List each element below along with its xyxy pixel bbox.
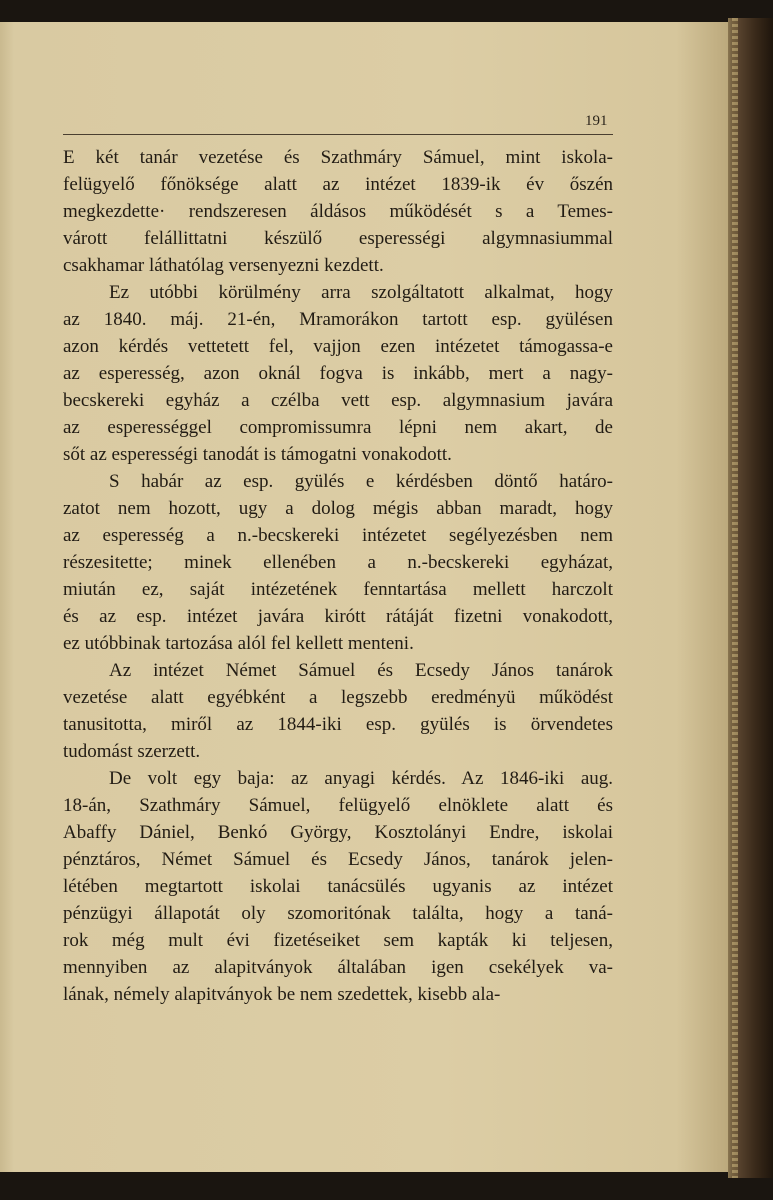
text-line: De volt egy baja: az anyagi kérdés. Az 1846-iki aug. [109,768,613,789]
text-line: 18-án, Szathmáry Sámuel, felügyelő elnöklete alatt és [63,795,613,816]
text-line: tudomást szerzett. [63,741,201,762]
text-line: zatot nem hozott, ugy a dolog mégis abban maradt, hogy [63,498,613,519]
body-text [63,144,613,1008]
paragraph [63,279,613,468]
text-line: pénzügyi állapotát oly szomoritónak találta, hogy a taná- [63,903,613,924]
page-number: 191 [585,113,608,129]
text-line: miután ez, saját intézetének fenntartása mellett harczolt [63,579,613,600]
text-line: felügyelő főnöksége alatt az intézet 1839-ik év őszén [63,174,613,195]
text-line: csakhamar láthatólag versenyezni kezdett. [63,255,384,276]
text-line: és az esp. intézet javára kirótt rátáját fizetni vonakodott, [63,606,613,627]
text-line: megkezdette· rendszeresen áldásos működését s a Temes- [63,201,613,222]
text-line: létében megtartott iskolai tanácsülés ugyanis az intézet [63,876,613,897]
text-line: Az intézet Német Sámuel és Ecsedy János tanárok [109,660,613,681]
text-line: pénztáros, Német Sámuel és Ecsedy János, tanárok jelen- [63,849,613,870]
text-line: Ez utóbbi körülmény arra szolgáltatott alkalmat, hogy [109,282,613,303]
text-line: Abaffy Dániel, Benkó György, Kosztolányi Endre, iskolai [63,822,613,843]
header-rule [63,134,613,135]
text-line: vezetése alatt egyébként a legszebb eredményü működést [63,687,613,708]
text-line: tanusitotta, miről az 1844-iki esp. gyülés is örvendetes [63,714,613,735]
book-spine [728,18,773,1178]
text-line: várott felállittatni készülő esperességi algymnasiummal [63,228,613,249]
paragraph [63,468,613,657]
text-line: az esperesség a n.-becskereki intézetet segélyezésben nem [63,525,613,546]
text-line: az esperességgel compromissumra lépni nem akart, de [63,417,613,438]
text-line: sőt az esperességi tanodát is támogatni vonakodott. [63,444,452,465]
text-line: ez utóbbinak tartozása alól fel kellett menteni. [63,633,414,654]
text-line: rok még mult évi fizetéseiket sem kapták ki teljesen, [63,930,613,951]
text-line: mennyiben az alapitványok általában igen csekélyek va- [63,957,613,978]
text-line: S habár az esp. gyülés e kérdésben döntő határo- [109,471,613,492]
text-line: lának, némely alapitványok be nem szedettek, kisebb ala- [63,984,501,1005]
paragraph [63,657,613,765]
text-line: E két tanár vezetése és Szathmáry Sámuel, mint iskola- [63,147,613,168]
text-line: becskereki egyház a czélba vett esp. algymnasium javára [63,390,613,411]
text-line: részesitette; minek ellenében a n.-becskereki egyházat, [63,552,613,573]
text-line: azon kérdés vettetett fel, vajjon ezen intézetet támogassa-e [63,336,613,357]
text-line: az esperesség, azon oknál fogva is inkább, mert a nagy- [63,363,613,384]
paragraph [63,765,613,1008]
text-line: az 1840. máj. 21-én, Mramorákon tartott esp. gyülésen [63,309,613,330]
paragraph [63,144,613,279]
